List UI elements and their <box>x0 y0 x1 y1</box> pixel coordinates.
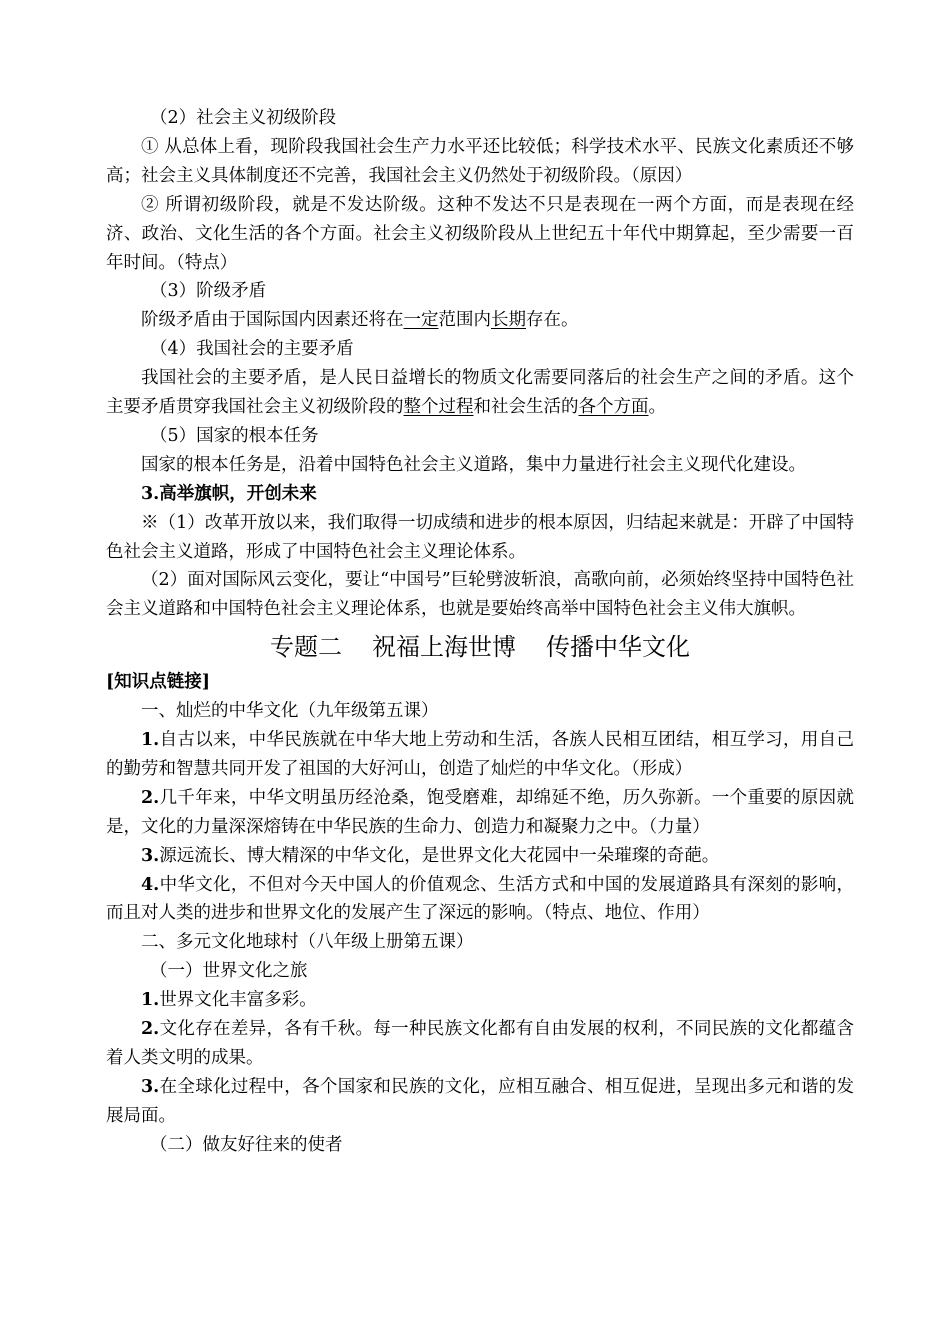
subsection-title: （2）社会主义初级阶段 <box>150 108 337 128</box>
subsection-title: （3）阶级矛盾 <box>150 281 267 302</box>
list-item: 2.几千年来，中华文明虽历经沧桑，饱受磨难，却绵延不绝，历久弥新。一个重要的原因就是，文化的力量深深熔铸在中华民族的生命力、创造力和凝聚力之中。（力量） <box>106 787 854 837</box>
paragraph: ② 所谓初级阶段，就是不发达阶级。这种不发达不只是表现在一两个方面，而是表现在经济、政治、文化生活的各个方面。社会主义初级阶段从上世纪五十年代中期算起，至少需要一百年时间。（特点） <box>106 194 854 273</box>
underlined-text: 长期 <box>491 310 526 331</box>
paragraph: ① 从总体上看，现阶段我国社会生产力水平还比较低；科学技术水平、民族文化素质还不够高；社会主义具体制度还不完善，我国社会主义仍然处于初级阶段。（原因） <box>106 136 854 186</box>
list-item: 4.中华文化，不但对今天中国人的价值观念、生活方式和中国的发展道路具有深刻的影响，而且对人类的进步和世界文化的发展产生了深远的影响。（特点、地位、作用） <box>106 874 854 924</box>
paragraph: ※（1）改革开放以来，我们取得一切成绩和进步的根本原因，归结起来就是：开辟了中国特色社会主义道路，形成了中国特色社会主义理论体系。 <box>106 512 854 562</box>
underlined-text: 各个方面 <box>578 397 649 418</box>
subsection-title: （一）世界文化之旅 <box>150 961 308 982</box>
document-body <box>106 104 854 1160</box>
part-title: 一、灿烂的中华文化（九年级第五课） <box>141 701 439 722</box>
subsection-title: （4）我国社会的主要矛盾 <box>150 339 354 360</box>
subsection-title: 3.高举旗帜，开创未来 <box>141 483 317 504</box>
list-item: 1.自古以来，中华民族就在中华大地上劳动和生活，各族人民相互团结，相互学习，用自己的勤劳和智慧共同开发了祖国的大好河山，创造了灿烂的中华文化。（形成） <box>106 730 854 779</box>
paragraph: （2）面对国际风云变化，要让“中国号”巨轮劈波斩浪，高歌向前，必须始终坚持中国特色社会主义道路和中国特色社会主义理论体系，也就是要始终高举中国特色社会主义伟大旗帜。 <box>106 570 854 620</box>
list-item: 1.世界文化丰富多彩。 <box>141 990 317 1011</box>
subsection-title: （二）做友好往来的使者 <box>150 1134 343 1155</box>
section-heading: 专题二 祝福上海世博 传播中华文化 <box>270 633 690 662</box>
list-item: 3.在全球化过程中，各个国家和民族的文化，应相互融合、相互促进，呈现出多元和谐的发展局面。 <box>106 1076 854 1126</box>
paragraph: 阶级矛盾由于国际国内因素还将在一定范围内长期存在。 <box>141 310 579 331</box>
knowledge-link-label: [知识点链接] <box>106 672 211 693</box>
list-item: 2.文化存在差异，各有千秋。每一种民族文化都有自由发展的权利，不同民族的文化都蕴含着人类文明的成果。 <box>106 1019 854 1068</box>
list-item: 3.源远流长、博大精深的中华文化，是世界文化大花园中一朵璀璨的奇葩。 <box>141 845 720 866</box>
underlined-text: 整个过程 <box>403 397 474 418</box>
paragraph: 国家的根本任务是，沿着中国特色社会主义道路，集中力量进行社会主义现代化建设。 <box>141 454 806 475</box>
paragraph: 我国社会的主要矛盾，是人民日益增长的物质文化需要同落后的社会生产之间的矛盾。这个主要矛盾贯穿我国社会主义初级阶段的整个过程和社会生活的各个方面。 <box>106 368 854 418</box>
subsection-title: （5）国家的根本任务 <box>150 425 319 446</box>
underlined-text: 一定 <box>403 310 439 331</box>
part-title: 二、多元文化地球村（八年级上册第五课） <box>141 932 474 953</box>
